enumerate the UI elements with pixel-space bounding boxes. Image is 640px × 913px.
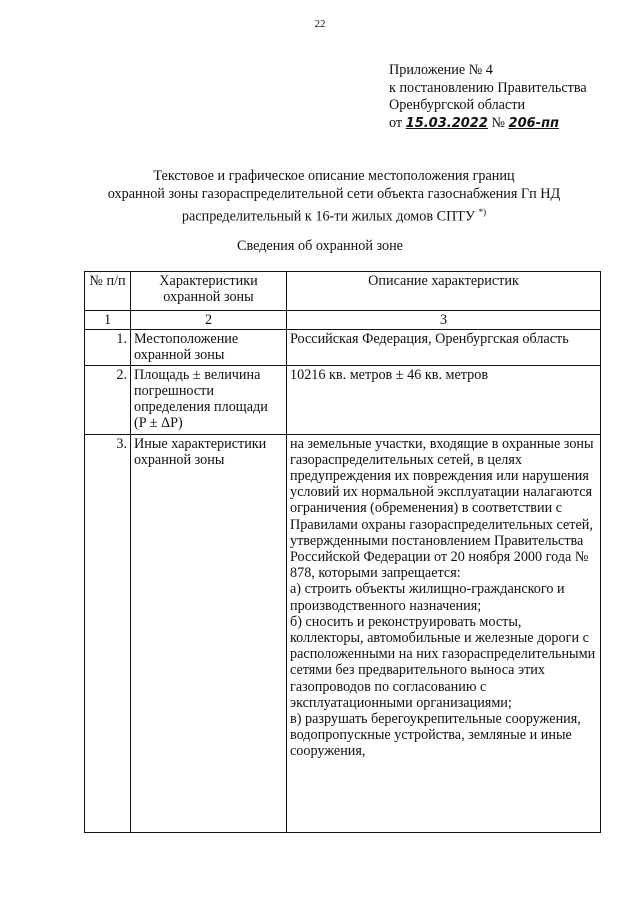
column-number: 3 — [287, 311, 601, 330]
header-characteristics: Характеристики охранной зоны — [131, 272, 287, 311]
table-row — [85, 434, 601, 832]
row-characteristic: Площадь ± величина погрешности определения площади (P ± ΔP) — [131, 365, 287, 434]
footnote-mark: *) — [478, 207, 487, 217]
prohibition-item: в) разрушать берегоукрепительные сооружения, водопропускные устройства, земляные и иные сооружения, — [290, 711, 581, 760]
title-line-1: Текстовое и графическое описание местоположения границ — [153, 168, 515, 184]
description-text: на земельные участки, входящие в охранные зоны газораспределительных сетей, в целях предупреждения их повреждения или нарушения условий их нормальной эксплуатации налагаются ограничения (обременения) в соответствии с Правилами охраны газораспределительных сетей, утвержденными постановлением Правительства Российской Федерации от 20 ноября 2000 года № 878, которыми запрещается: — [290, 435, 594, 582]
column-number: 2 — [131, 311, 287, 330]
table-row — [85, 330, 601, 365]
appendix-date-line — [389, 115, 587, 133]
header-number: № п/п — [85, 272, 131, 311]
row-description — [287, 434, 601, 832]
handwritten-date: 15.03.2022 — [405, 115, 488, 131]
header-description: Описание характеристик — [287, 272, 601, 311]
prohibition-item: а) строить объекты жилищно-гражданского и производственного назначения; — [290, 581, 565, 614]
table-row — [85, 365, 601, 434]
appendix-line-3: Оренбургской области — [389, 97, 526, 113]
table-header-row — [85, 272, 601, 311]
date-prefix: от — [389, 114, 403, 131]
prohibition-item: б) сносить и реконструировать мосты, коллекторы, автомобильные и железные дороги с расположенными на них газораспределительными сетями без предварительного выноса этих газопроводов по согласованию с эксплуатационными организациями; — [290, 613, 596, 711]
section-subtitle: Сведения об охранной зоне — [237, 238, 403, 254]
row-characteristic: Иные характеристики охранной зоны — [131, 434, 287, 832]
protection-zone-table — [84, 271, 601, 833]
title-line-3: распределительный к 16-ти жилых домов СПТУ *) — [181, 207, 487, 225]
document-title — [60, 167, 608, 226]
row-number: 3. — [85, 434, 131, 832]
page-number: 22 — [314, 18, 326, 30]
handwritten-number: 206-пп — [508, 115, 560, 131]
row-description: 10216 кв. метров ± 46 кв. метров — [287, 365, 601, 434]
row-number: 2. — [85, 365, 131, 434]
column-number-row — [85, 311, 601, 330]
row-number: 1. — [85, 330, 131, 365]
number-prefix: № — [491, 114, 505, 131]
column-number: 1 — [85, 311, 131, 330]
row-description: Российская Федерация, Оренбургская область — [287, 330, 601, 365]
row-characteristic: Местоположение охранной зоны — [131, 330, 287, 365]
appendix-block — [389, 62, 587, 132]
appendix-line-1: Приложение № 4 — [389, 62, 493, 78]
title-line-2: охранной зоны газораспределительной сети объекта газоснабжения Гп НД — [107, 186, 561, 202]
appendix-line-2: к постановлению Правительства — [389, 79, 587, 96]
page-bottom-margin — [84, 853, 601, 913]
